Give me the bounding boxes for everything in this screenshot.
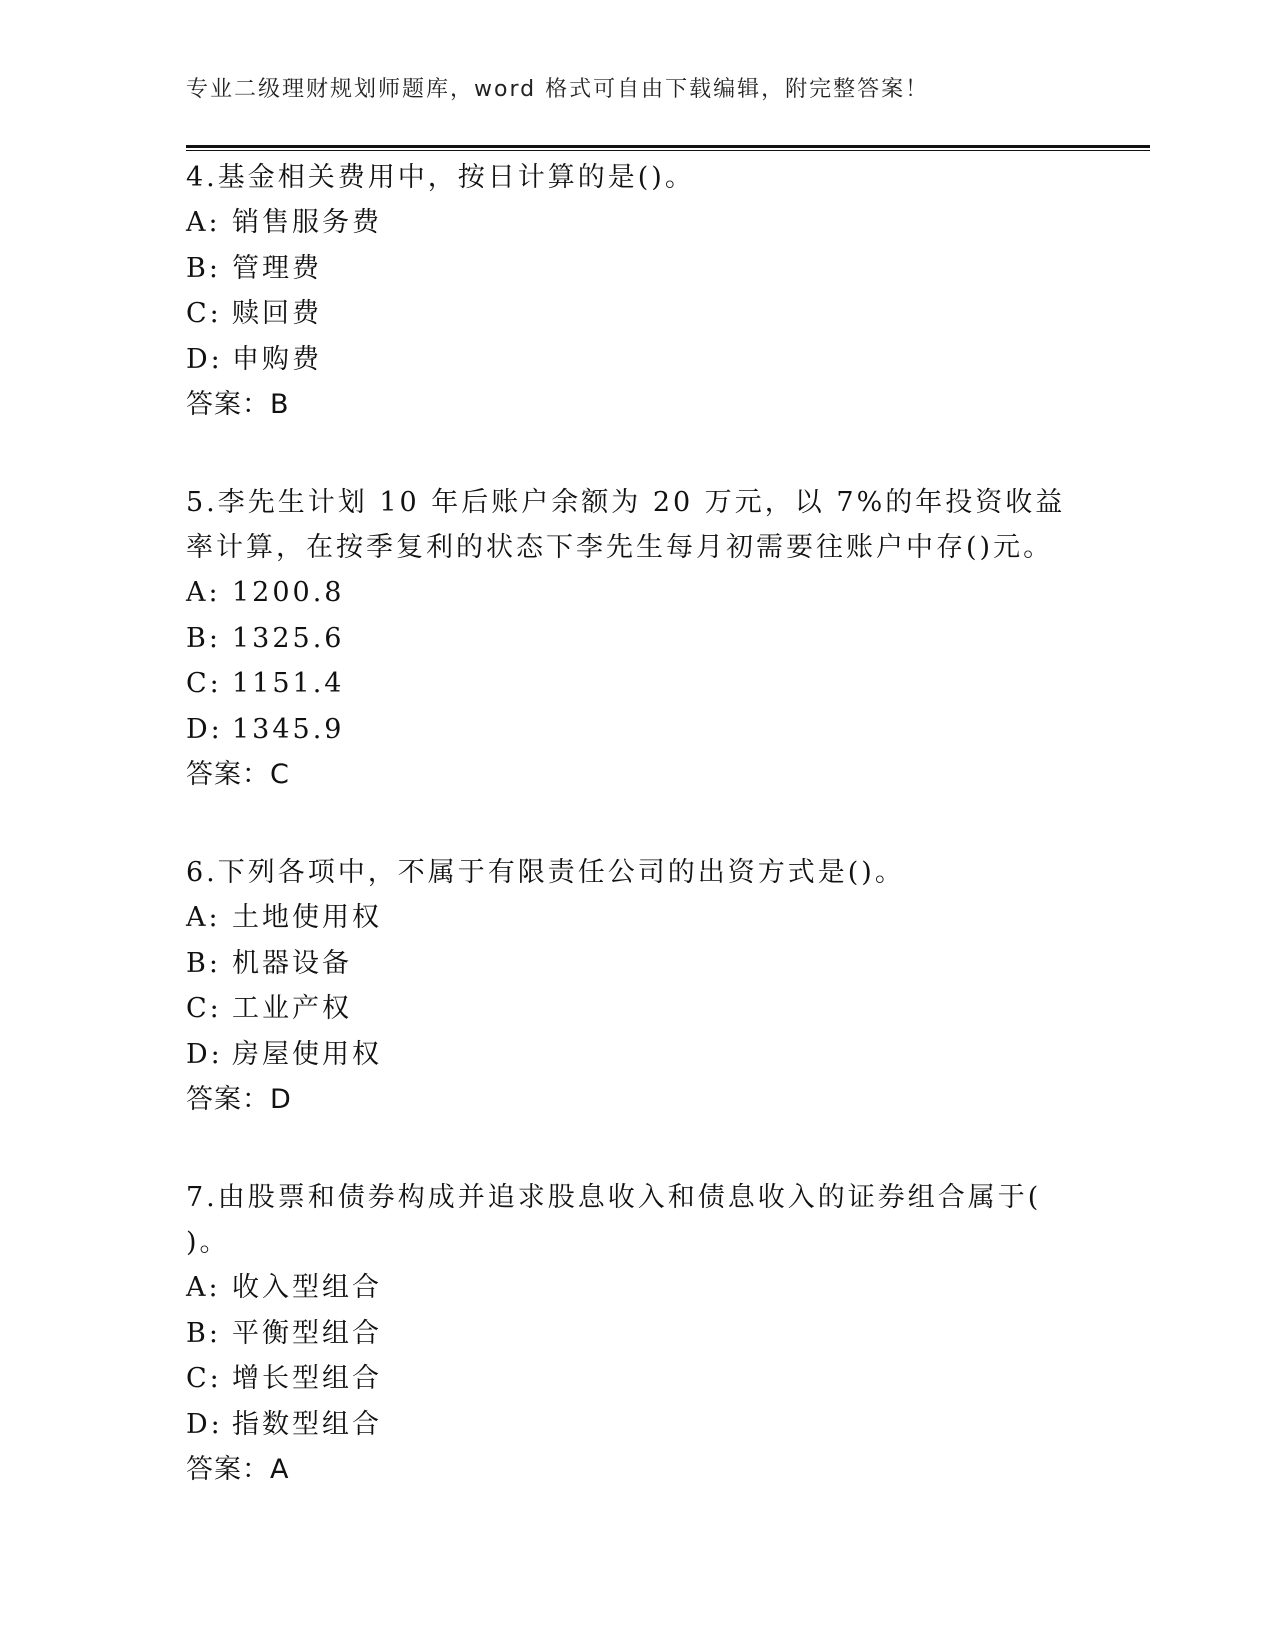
option-key: B: bbox=[186, 947, 221, 979]
answer-line: 答案：C bbox=[186, 759, 290, 790]
option-text: 1151.4 bbox=[232, 668, 345, 699]
question-text: 5.李先生计划 10 年后账户余额为 20 万元，以 7%的年投资收益率计算，在按季复利的状态下李先生每月初需要往账户中存()元。 bbox=[186, 487, 1066, 563]
option-d bbox=[186, 1402, 1086, 1448]
option-c bbox=[186, 986, 1086, 1032]
answer-line: 答案：D bbox=[186, 1084, 292, 1115]
option-text: 1345.9 bbox=[232, 713, 345, 745]
option-text: 工业产权 bbox=[232, 993, 352, 1024]
option-key: A: bbox=[186, 1272, 221, 1303]
option-a bbox=[186, 570, 1086, 616]
option-d bbox=[186, 1032, 1086, 1078]
option-text: 指数型组合 bbox=[232, 1408, 382, 1440]
question-text: 6.下列各项中，不属于有限责任公司的出资方式是()。 bbox=[186, 857, 905, 888]
option-text: 申购费 bbox=[232, 343, 322, 375]
option-text: 1200.8 bbox=[232, 577, 345, 608]
option-key: A: bbox=[186, 577, 221, 608]
option-text: 管理费 bbox=[232, 252, 322, 284]
option-text: 收入型组合 bbox=[232, 1272, 382, 1303]
answer-line: 答案：A bbox=[186, 1454, 290, 1485]
question-item bbox=[186, 850, 1086, 1123]
option-text: 土地使用权 bbox=[232, 902, 382, 933]
option-key: A: bbox=[186, 207, 221, 238]
answer-line: 答案：B bbox=[186, 389, 290, 420]
option-text: 机器设备 bbox=[232, 947, 352, 979]
option-text: 销售服务费 bbox=[232, 207, 382, 238]
option-b bbox=[186, 941, 1086, 987]
question-item bbox=[186, 1175, 1086, 1493]
option-text: 1325.6 bbox=[232, 622, 345, 654]
question-text: 4.基金相关费用中，按日计算的是()。 bbox=[186, 162, 695, 193]
option-c bbox=[186, 1356, 1086, 1402]
option-d bbox=[186, 707, 1086, 753]
option-key: B: bbox=[186, 252, 221, 284]
question-text: 7.由股票和债券构成并追求股息收入和债息收入的证券组合属于( )。 bbox=[186, 1182, 1053, 1258]
option-d bbox=[186, 337, 1086, 383]
option-key: D: bbox=[186, 1038, 223, 1070]
option-key: D: bbox=[186, 713, 223, 745]
option-text: 平衡型组合 bbox=[232, 1317, 382, 1349]
option-key: C: bbox=[186, 668, 222, 699]
option-text: 房屋使用权 bbox=[232, 1038, 382, 1070]
option-text: 增长型组合 bbox=[232, 1363, 382, 1394]
header-divider bbox=[186, 145, 1150, 151]
option-key: C: bbox=[186, 1363, 222, 1394]
option-key: B: bbox=[186, 622, 221, 654]
question-item bbox=[186, 480, 1086, 798]
option-text: 赎回费 bbox=[232, 298, 322, 329]
option-key: A: bbox=[186, 902, 221, 933]
option-c bbox=[186, 661, 1086, 707]
option-c bbox=[186, 291, 1086, 337]
option-key: D: bbox=[186, 1408, 223, 1440]
option-b bbox=[186, 616, 1086, 662]
option-key: C: bbox=[186, 993, 222, 1024]
option-b bbox=[186, 1311, 1086, 1357]
option-a bbox=[186, 200, 1086, 246]
option-b bbox=[186, 246, 1086, 292]
option-a bbox=[186, 1265, 1086, 1311]
option-key: B: bbox=[186, 1317, 221, 1349]
option-a bbox=[186, 895, 1086, 941]
question-list bbox=[186, 155, 1086, 1545]
page-header: 专业二级理财规划师题库，word 格式可自由下载编辑，附完整答案！ bbox=[186, 77, 930, 102]
option-key: D: bbox=[186, 343, 223, 375]
question-item bbox=[186, 155, 1086, 428]
option-key: C: bbox=[186, 298, 222, 329]
